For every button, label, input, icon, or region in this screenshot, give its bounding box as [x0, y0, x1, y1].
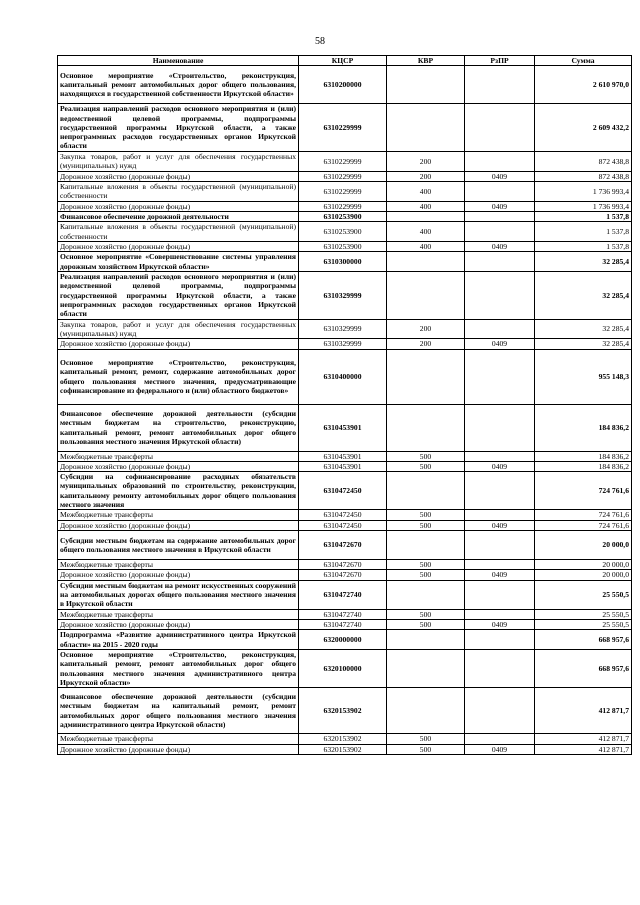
table-header [58, 56, 632, 66]
cell-kvr: 400 [387, 201, 465, 211]
cell-name: Основное мероприятие «Строительство, реконструкция, капитальный ремонт, ремонт, содержание автомобильных дорог общего пользования местного значения, предусматривающие софинансирование из федерального и (или) областного бюджетов» [58, 349, 299, 404]
cell-sum: 1 736 993,4 [535, 182, 632, 202]
cell-sum: 724 761,6 [535, 472, 632, 510]
cell-name: Капитальные вложения в объекты государственной (муниципальной) собственности [58, 182, 299, 202]
cell-kvr [387, 630, 465, 650]
cell-kcsr: 6320153902 [299, 734, 387, 744]
cell-sum: 412 871,7 [535, 734, 632, 744]
cell-sum: 184 836,2 [535, 461, 632, 471]
table-row [58, 319, 632, 339]
cell-name: Дорожное хозяйство (дорожные фонды) [58, 339, 299, 349]
cell-kvr: 500 [387, 609, 465, 619]
table-row [58, 451, 632, 461]
cell-kcsr: 6310453901 [299, 461, 387, 471]
cell-name: Основное мероприятие «Совершенствование системы управления дорожным хозяйством Иркутской области» [58, 252, 299, 272]
cell-sum: 412 871,7 [535, 688, 632, 734]
cell-name: Реализация направлений расходов основного мероприятия и (или) ведомственной целевой программы, подпрограммы государственной программы Иркутской области, а также непрограммных расходов государственных органов Иркутской области [58, 104, 299, 151]
table-row [58, 241, 632, 251]
cell-kcsr: 6310472670 [299, 530, 387, 559]
cell-sum: 668 957,6 [535, 650, 632, 688]
cell-rzpr [465, 650, 535, 688]
table-row [58, 339, 632, 349]
cell-kcsr: 6310472740 [299, 609, 387, 619]
cell-kvr: 400 [387, 222, 465, 242]
cell-kvr: 200 [387, 319, 465, 339]
cell-kcsr: 6310453901 [299, 451, 387, 461]
cell-kcsr: 6310329999 [299, 339, 387, 349]
cell-kvr [387, 404, 465, 451]
cell-sum: 20 000,0 [535, 530, 632, 559]
cell-rzpr: 0409 [465, 570, 535, 580]
cell-rzpr [465, 630, 535, 650]
cell-name: Дорожное хозяйство (дорожные фонды) [58, 520, 299, 530]
cell-sum: 32 285,4 [535, 339, 632, 349]
cell-name: Субсидии местным бюджетам на содержание автомобильных дорог общего пользования местного значения в Иркутской области [58, 530, 299, 559]
table-row [58, 650, 632, 688]
cell-rzpr [465, 319, 535, 339]
table-row [58, 559, 632, 569]
cell-name: Закупка товаров, работ и услуг для обеспечения государственных (муниципальных) нужд [58, 319, 299, 339]
cell-name: Реализация направлений расходов основного мероприятия и (или) ведомственной целевой программы, подпрограммы государственной программы Иркутской области, а также непрограммных расходов государственных органов Иркутской области [58, 272, 299, 319]
cell-rzpr: 0409 [465, 171, 535, 181]
table-row [58, 104, 632, 151]
cell-name: Дорожное хозяйство (дорожные фонды) [58, 201, 299, 211]
table-row [58, 349, 632, 404]
cell-name: Капитальные вложения в объекты государственной (муниципальной) собственности [58, 222, 299, 242]
cell-kvr: 500 [387, 510, 465, 520]
cell-kcsr: 6310229999 [299, 104, 387, 151]
table-row [58, 171, 632, 181]
cell-rzpr [465, 688, 535, 734]
cell-name: Закупка товаров, работ и услуг для обеспечения государственных (муниципальных) нужд [58, 151, 299, 171]
cell-rzpr: 0409 [465, 339, 535, 349]
cell-kcsr: 6310472450 [299, 510, 387, 520]
cell-name: Дорожное хозяйство (дорожные фонды) [58, 570, 299, 580]
cell-kcsr: 6310400000 [299, 349, 387, 404]
table-row [58, 520, 632, 530]
table-row [58, 688, 632, 734]
header-sum: Сумма [535, 56, 632, 66]
cell-rzpr [465, 222, 535, 242]
cell-rzpr: 0409 [465, 461, 535, 471]
cell-kvr: 500 [387, 451, 465, 461]
cell-rzpr [465, 609, 535, 619]
cell-name: Дорожное хозяйство (дорожные фонды) [58, 619, 299, 629]
table-row [58, 530, 632, 559]
cell-rzpr [465, 349, 535, 404]
cell-kvr: 200 [387, 339, 465, 349]
cell-sum: 25 550,5 [535, 619, 632, 629]
table-row [58, 472, 632, 510]
header-kvr: КВР [387, 56, 465, 66]
cell-sum: 184 836,2 [535, 404, 632, 451]
cell-rzpr: 0409 [465, 619, 535, 629]
table-row [58, 619, 632, 629]
cell-kvr: 500 [387, 744, 465, 754]
cell-rzpr [465, 272, 535, 319]
cell-kvr: 200 [387, 171, 465, 181]
cell-name: Межбюджетные трансферты [58, 609, 299, 619]
table-row [58, 461, 632, 471]
cell-rzpr [465, 472, 535, 510]
cell-kcsr: 6320153902 [299, 688, 387, 734]
cell-rzpr [465, 182, 535, 202]
page-number: 58 [315, 36, 325, 47]
header-name: Наименование [58, 56, 299, 66]
table-row [58, 580, 632, 609]
cell-kvr [387, 272, 465, 319]
cell-name: Дорожное хозяйство (дорожные фонды) [58, 241, 299, 251]
table-row [58, 211, 632, 221]
cell-kcsr: 6310472670 [299, 559, 387, 569]
cell-sum: 1 537,8 [535, 211, 632, 221]
cell-kcsr: 6310472740 [299, 619, 387, 629]
table-row [58, 222, 632, 242]
cell-kvr: 500 [387, 559, 465, 569]
cell-name: Субсидии на софинансирование расходных обязательств муниципальных образований по строительству, реконструкции, капитальному ремонту автомобильных дорог общего пользования местного значения [58, 472, 299, 510]
cell-sum: 2 609 432,2 [535, 104, 632, 151]
cell-kcsr: 6310472670 [299, 570, 387, 580]
cell-name: Подпрограмма «Развитие административного центра Иркутской области» на 2015 - 2020 годы [58, 630, 299, 650]
cell-kvr [387, 211, 465, 221]
cell-rzpr: 0409 [465, 744, 535, 754]
table-row [58, 744, 632, 754]
cell-kcsr: 6310300000 [299, 252, 387, 272]
table-row [58, 404, 632, 451]
cell-kcsr: 6310329999 [299, 319, 387, 339]
cell-kvr [387, 472, 465, 510]
cell-name: Межбюджетные трансферты [58, 510, 299, 520]
cell-kvr: 200 [387, 151, 465, 171]
cell-sum: 32 285,4 [535, 252, 632, 272]
cell-rzpr: 0409 [465, 241, 535, 251]
cell-sum: 872 438,8 [535, 171, 632, 181]
cell-rzpr [465, 510, 535, 520]
cell-sum: 25 550,5 [535, 609, 632, 619]
cell-kvr: 400 [387, 241, 465, 251]
cell-kvr [387, 650, 465, 688]
cell-kcsr: 6310253900 [299, 222, 387, 242]
table-row [58, 66, 632, 104]
cell-name: Основное мероприятие «Строительство, реконструкция, капитальный ремонт автомобильных дорог общего пользования, находящихся в государственной собственности Иркутской области» [58, 66, 299, 104]
table-row [58, 609, 632, 619]
table-row [58, 182, 632, 202]
cell-kvr: 400 [387, 182, 465, 202]
cell-name: Межбюджетные трансферты [58, 734, 299, 744]
cell-kvr [387, 688, 465, 734]
cell-kvr: 500 [387, 570, 465, 580]
cell-kcsr: 6310472450 [299, 472, 387, 510]
cell-kvr: 500 [387, 734, 465, 744]
cell-kvr: 500 [387, 619, 465, 629]
cell-sum: 2 610 970,0 [535, 66, 632, 104]
table-row [58, 570, 632, 580]
cell-kcsr: 6310453901 [299, 404, 387, 451]
cell-sum: 1 537,8 [535, 222, 632, 242]
table-body [58, 66, 632, 755]
cell-sum: 872 438,8 [535, 151, 632, 171]
cell-kcsr: 6310253900 [299, 241, 387, 251]
table-row [58, 252, 632, 272]
cell-kcsr: 6310253900 [299, 211, 387, 221]
cell-sum: 1 537,8 [535, 241, 632, 251]
cell-rzpr: 0409 [465, 201, 535, 211]
cell-rzpr [465, 252, 535, 272]
cell-kcsr: 6310472740 [299, 580, 387, 609]
cell-sum: 724 761,6 [535, 520, 632, 530]
cell-name: Финансовое обеспечение дорожной деятельности (субсидии местным бюджетам на капитальный ремонт, ремонт автомобильных дорог общего пользования местного значения административного центра Иркутской области) [58, 688, 299, 734]
cell-kvr [387, 252, 465, 272]
budget-table [57, 55, 632, 755]
cell-kcsr: 6320100000 [299, 650, 387, 688]
cell-sum: 724 761,6 [535, 510, 632, 520]
cell-sum: 20 000,0 [535, 559, 632, 569]
cell-kcsr: 6310229999 [299, 171, 387, 181]
cell-sum: 1 736 993,4 [535, 201, 632, 211]
cell-rzpr [465, 530, 535, 559]
cell-sum: 20 000,0 [535, 570, 632, 580]
cell-name: Межбюджетные трансферты [58, 451, 299, 461]
cell-kvr [387, 104, 465, 151]
cell-name: Финансовое обеспечение дорожной деятельности [58, 211, 299, 221]
cell-kcsr: 6310200000 [299, 66, 387, 104]
cell-rzpr [465, 151, 535, 171]
cell-sum: 955 148,3 [535, 349, 632, 404]
cell-sum: 184 836,2 [535, 451, 632, 461]
cell-sum: 412 871,7 [535, 744, 632, 754]
cell-kvr [387, 66, 465, 104]
cell-kcsr: 6310329999 [299, 272, 387, 319]
cell-kcsr: 6310229999 [299, 182, 387, 202]
cell-kvr [387, 580, 465, 609]
cell-kvr: 500 [387, 461, 465, 471]
cell-rzpr [465, 559, 535, 569]
cell-rzpr [465, 580, 535, 609]
cell-rzpr [465, 404, 535, 451]
cell-name: Дорожное хозяйство (дорожные фонды) [58, 461, 299, 471]
table-row [58, 151, 632, 171]
cell-name: Основное мероприятие «Строительство, реконструкция, капитальный ремонт, ремонт автомобильных дорог общего пользования местного значения административного центра Иркутской области» [58, 650, 299, 688]
header-kcsr: КЦСР [299, 56, 387, 66]
table-row [58, 272, 632, 319]
cell-kcsr: 6310229999 [299, 151, 387, 171]
cell-kvr [387, 349, 465, 404]
cell-rzpr [465, 104, 535, 151]
cell-kcsr: 6310472450 [299, 520, 387, 530]
table-row [58, 630, 632, 650]
cell-rzpr [465, 211, 535, 221]
cell-name: Дорожное хозяйство (дорожные фонды) [58, 171, 299, 181]
cell-kcsr: 6320000000 [299, 630, 387, 650]
cell-rzpr [465, 734, 535, 744]
cell-rzpr [465, 451, 535, 461]
header-row [58, 56, 632, 66]
cell-kvr: 500 [387, 520, 465, 530]
cell-name: Дорожное хозяйство (дорожные фонды) [58, 744, 299, 754]
cell-name: Межбюджетные трансферты [58, 559, 299, 569]
cell-sum: 25 550,5 [535, 580, 632, 609]
cell-kvr [387, 530, 465, 559]
table-row [58, 734, 632, 744]
cell-sum: 668 957,6 [535, 630, 632, 650]
cell-name: Субсидии местным бюджетам на ремонт искусственных сооружений на автомобильных дорогах общего пользования местного значения в Иркутской области [58, 580, 299, 609]
table-row [58, 201, 632, 211]
cell-rzpr: 0409 [465, 520, 535, 530]
table-row [58, 510, 632, 520]
cell-rzpr [465, 66, 535, 104]
cell-sum: 32 285,4 [535, 319, 632, 339]
header-rzpr: РзПР [465, 56, 535, 66]
cell-kcsr: 6310229999 [299, 201, 387, 211]
cell-kcsr: 6320153902 [299, 744, 387, 754]
cell-name: Финансовое обеспечение дорожной деятельности (субсидии местным бюджетам на строительство, реконструкцию, капитальный ремонт, ремонт автомобильных дорог общего пользования местного значения Иркутской области) [58, 404, 299, 451]
cell-sum: 32 285,4 [535, 272, 632, 319]
